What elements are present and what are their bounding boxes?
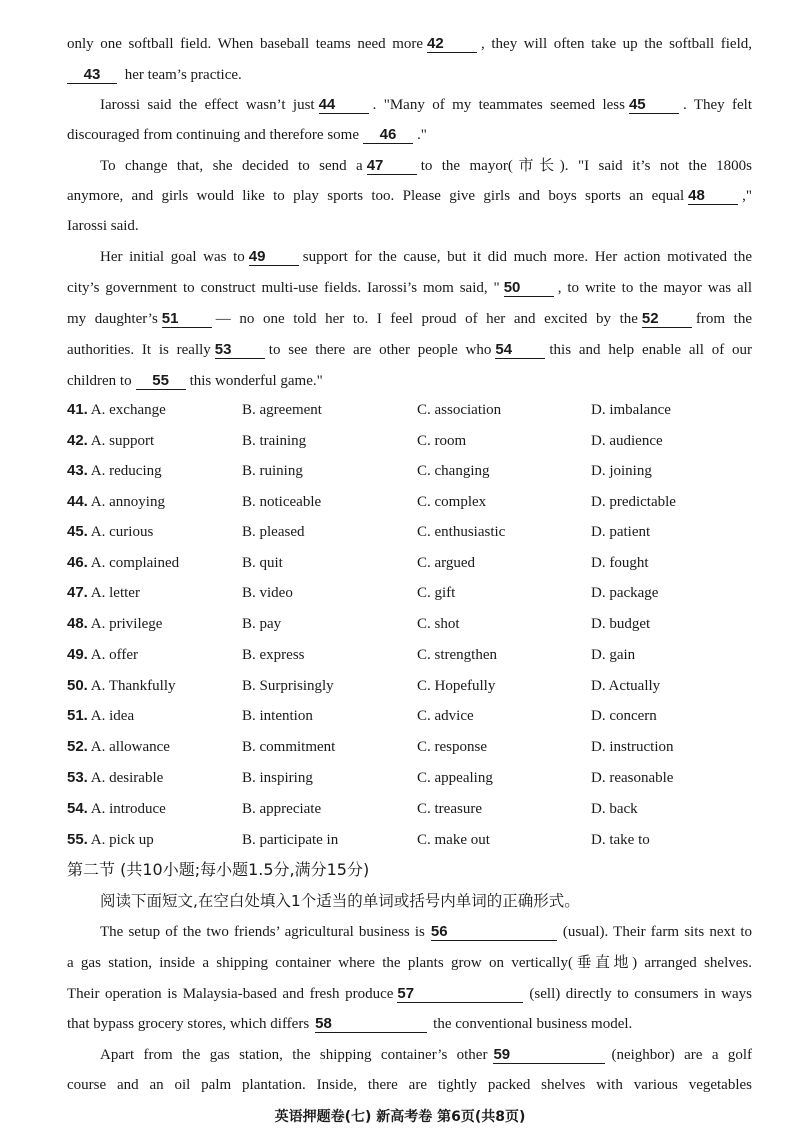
option-a[interactable]: A. complained [90,555,180,571]
option-row: 41. A. exchange B. agreement C. association D. imbalance [67,399,767,421]
blank-46[interactable]: 46 [363,126,413,144]
option-a[interactable]: A. support [90,433,155,449]
option-b[interactable]: B. quit [242,555,283,571]
option-c[interactable]: C. Hopefully [417,678,496,694]
blank-59[interactable]: 59 [493,1046,605,1064]
option-d[interactable]: D. predictable [591,494,676,510]
blank-55[interactable]: 55 [136,372,186,390]
passage-line: Iarossi said the effect wasn’t just 44 . "Many of my teammates seemed less 45 . They felt [100,96,752,113]
blank-49[interactable]: 49 [249,248,299,266]
option-b[interactable]: B. appreciate [242,801,322,817]
option-d[interactable]: D. fought [591,555,649,571]
option-c[interactable]: C. treasure [417,801,482,817]
option-b[interactable]: B. express [242,647,305,663]
option-a[interactable]: A. privilege [90,616,163,632]
option-a[interactable]: A. offer [90,647,139,663]
page-footer: 英语押题卷(七) 新高考卷 第6页(共8页) [274,1109,526,1125]
option-row: 43. A. reducing B. ruining C. changing D. joining [67,460,767,482]
option-d[interactable]: D. budget [591,616,651,632]
option-b[interactable]: B. participate in [242,832,339,848]
passage-line: my daughter’s 51 — no one told her to. I feel proud of her and excited by the 52 from the [67,310,752,327]
option-d[interactable]: D. concern [591,708,657,724]
option-b[interactable]: B. ruining [242,463,303,479]
option-d[interactable]: D. Actually [591,678,661,694]
passage-line: anymore, and girls would like to play sports too. Please give girls and boys sports an equal 48 ," [67,187,752,204]
option-a[interactable]: A. desirable [90,770,164,786]
blank-51[interactable]: 51 [162,310,212,328]
option-b[interactable]: B. noticeable [242,494,322,510]
option-a[interactable]: A. pick up [90,832,154,848]
option-b[interactable]: B. commitment [242,739,336,755]
option-d[interactable]: D. package [591,585,659,601]
option-b[interactable]: B. training [242,433,307,449]
option-d[interactable]: D. patient [591,524,651,540]
option-d[interactable]: D. gain [591,647,636,663]
blank-56[interactable]: 56 [431,923,557,941]
passage-line: only one softball field. When baseball teams need more 42 , they will often take up the softball field, [67,35,752,52]
option-c[interactable]: C. appealing [417,770,493,786]
option-c[interactable]: C. advice [417,708,474,724]
passage-line: 43 her team’s practice. [67,65,752,85]
blank-58[interactable]: 58 [315,1015,427,1033]
blank-44[interactable]: 44 [319,96,369,114]
blank-52[interactable]: 52 [642,310,692,328]
passage-line: children to 55 this wonderful game." [67,372,323,389]
passage-line: To change that, she decided to send a 47 to the mayor(市长). "I said it’s not the 1800s [100,157,752,174]
option-c[interactable]: C. enthusiastic [417,524,506,540]
passage-line: course and an oil palm plantation. Inside, there are tightly packed shelves with various vegetables [67,1077,752,1093]
option-row: 47. A. letter B. video C. gift D. package [67,582,767,604]
option-c[interactable]: C. argued [417,555,476,571]
option-row: 46. A. complained B. quit C. argued D. fought [67,552,767,574]
option-b[interactable]: B. video [242,585,293,601]
option-row: 45. A. curious B. pleased C. enthusiastic D. patient [67,521,767,543]
option-b[interactable]: B. inspiring [242,770,313,786]
blank-47[interactable]: 47 [367,157,417,175]
option-c[interactable]: C. make out [417,832,490,848]
passage-line: Her initial goal was to 49 support for the cause, but it did much more. Her action motivated the [100,248,752,265]
option-row: 49. A. offer B. express C. strengthen D. gain [67,644,767,666]
section-instruction: 阅读下面短文,在空白处填入1个适当的单词或括号内单词的正确形式。 [100,892,580,910]
passage-line: a gas station, inside a shipping container where the plants grow on vertically(垂直地) arranged shelves. [67,955,752,971]
option-c[interactable]: C. shot [417,616,460,632]
blank-54[interactable]: 54 [495,341,545,359]
option-b[interactable]: B. intention [242,708,313,724]
passage-line: Their operation is Malaysia-based and fresh produce 57 (sell) directly to consumers in ways [67,985,753,1002]
option-row: 50. A. Thankfully B. Surprisingly C. Hopefully D. Actually [67,675,767,697]
option-c[interactable]: C. association [417,402,502,418]
option-row: 52. A. allowance B. commitment C. response D. instruction [67,736,767,758]
option-d[interactable]: D. reasonable [591,770,674,786]
blank-57[interactable]: 57 [397,985,523,1003]
passage-line: discouraged from continuing and therefore some 46 ." [67,126,427,143]
option-d[interactable]: D. take to [591,832,650,848]
passage-line: The setup of the two friends’ agricultural business is 56 (usual). Their farm sits next to [100,923,752,940]
blank-42[interactable]: 42 [427,35,477,53]
option-c[interactable]: C. gift [417,585,456,601]
option-b[interactable]: B. Surprisingly [242,678,334,694]
option-a[interactable]: A. idea [90,708,135,724]
blank-50[interactable]: 50 [504,279,554,297]
passage-line: Apart from the gas station, the shipping container’s other 59 (neighbor) are a golf [100,1046,752,1063]
option-a[interactable]: A. annoying [90,494,165,510]
option-row: 51. A. idea B. intention C. advice D. concern [67,705,767,727]
option-d[interactable]: D. audience [591,433,663,449]
option-row: 48. A. privilege B. pay C. shot D. budget [67,613,767,635]
option-c[interactable]: C. response [417,739,487,755]
passage-line: city’s government to construct multi-use fields. Iarossi’s mom said, " 50 , to write to the mayor was all [67,279,752,296]
option-a[interactable]: A. Thankfully [90,678,176,694]
option-a[interactable]: A. introduce [90,801,166,817]
option-a[interactable]: A. letter [90,585,140,601]
option-c[interactable]: C. strengthen [417,647,497,663]
option-d[interactable]: D. back [591,801,638,817]
option-d[interactable]: D. joining [591,463,652,479]
blank-48[interactable]: 48 [688,187,738,205]
option-b[interactable]: B. pay [242,616,282,632]
option-a[interactable]: A. curious [90,524,154,540]
blank-45[interactable]: 45 [629,96,679,114]
option-a[interactable]: A. reducing [90,463,162,479]
option-row: 55. A. pick up B. participate in C. make out D. take to [67,829,767,851]
passage-line: Iarossi said. [67,218,139,234]
option-row: 44. A. annoying B. noticeable C. complex D. predictable [67,491,767,513]
blank-53[interactable]: 53 [215,341,265,359]
blank-43[interactable]: 43 [67,66,117,84]
option-b[interactable]: B. agreement [242,402,322,418]
option-d[interactable]: D. imbalance [591,402,671,418]
passage-line: that bypass grocery stores, which differs 58 the conventional business model. [67,1015,633,1032]
option-d[interactable]: D. instruction [591,739,674,755]
option-a[interactable]: A. exchange [90,402,166,418]
option-a[interactable]: A. allowance [90,739,170,755]
option-c[interactable]: C. complex [417,494,487,510]
option-c[interactable]: C. changing [417,463,490,479]
option-row: 53. A. desirable B. inspiring C. appealing D. reasonable [67,767,767,789]
option-row: 42. A. support B. training C. room D. audience [67,430,767,452]
section-heading: 第二节 (共10小题;每小题1.5分,满分15分) [67,860,370,879]
passage-line: authorities. It is really 53 to see there are other people who 54 this and help enable all of our [67,341,752,358]
option-c[interactable]: C. room [417,433,467,449]
option-row: 54. A. introduce B. appreciate C. treasure D. back [67,798,767,820]
option-b[interactable]: B. pleased [242,524,305,540]
